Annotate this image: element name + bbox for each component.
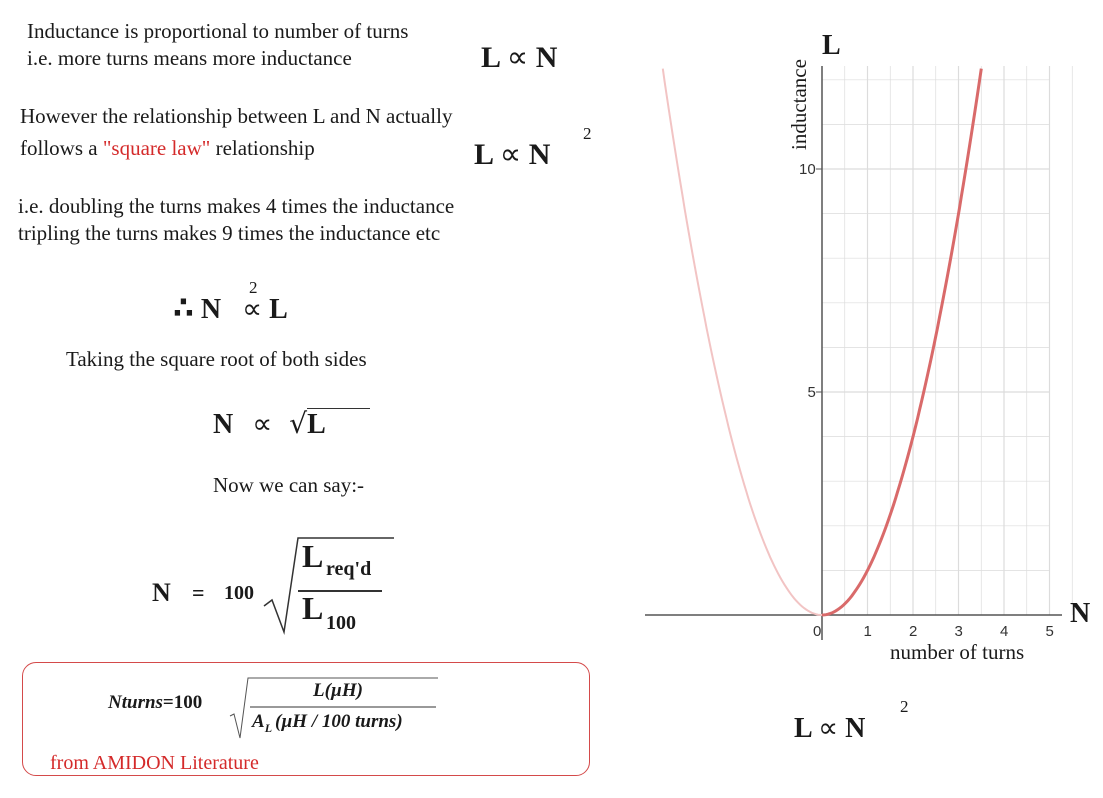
example-line-1: i.e. doubling the turns makes 4 times the inductance <box>18 194 455 218</box>
therefore-n: N <box>200 294 222 325</box>
proportional-icon: ∝ <box>818 711 839 744</box>
formula-num-sub: req'd <box>326 558 372 580</box>
formula-coef: 100 <box>224 582 254 604</box>
caption-exponent: 2 <box>900 697 909 716</box>
proportional-icon: ∝ <box>499 137 522 172</box>
square-law-line-1: However the relationship between L and N actually <box>20 104 453 128</box>
formula-n: N <box>152 578 171 607</box>
y-tick-label: 10 <box>799 161 816 178</box>
therefore-relation <box>173 291 288 326</box>
relation-l: L <box>474 138 493 171</box>
relation-l: L <box>481 41 500 74</box>
x-axis-symbol: N <box>1070 598 1091 629</box>
amidon-lhs <box>108 692 202 714</box>
proportional-icon: ∝ <box>506 40 529 75</box>
caption-n: N <box>845 713 866 744</box>
x-tick-label: 1 <box>863 623 872 640</box>
formula-den-l: L <box>302 590 324 626</box>
amidon-source: from AMIDON Literature <box>50 752 259 774</box>
sqrt-relation-l: L <box>307 408 370 440</box>
sqrt-relation <box>213 407 370 441</box>
amidon-den-sub: L <box>264 720 273 735</box>
formula-num-l: L <box>302 538 324 574</box>
inductance-chart <box>600 0 1103 798</box>
example-line-2: tripling the turns makes 9 times the inductance etc <box>18 221 441 245</box>
amidon-eq: = <box>162 692 174 713</box>
relation-l-prop-n-squared <box>474 137 550 172</box>
x-tick-label: 5 <box>1045 623 1054 640</box>
intro-line-2: i.e. more turns means more inductance <box>27 46 352 70</box>
intro-line-1: Inductance is proportional to number of turns <box>27 19 409 43</box>
x-tick-label: 0 <box>813 623 822 640</box>
proportional-icon: ∝ <box>242 292 263 325</box>
amidon-den-a: A <box>252 711 265 732</box>
chart-grid <box>822 66 1072 615</box>
x-axis-label: number of turns <box>890 640 1025 664</box>
amidon-numerator: L(µH) <box>313 680 363 701</box>
x-tick-label: 3 <box>954 623 963 640</box>
therefore-icon: ∴ <box>173 291 194 326</box>
amidon-denominator <box>252 711 403 736</box>
sqrt-relation-n: N <box>213 409 234 440</box>
radical-icon: √ <box>289 407 308 440</box>
now-say-text: Now we can say:- <box>213 473 365 497</box>
relation-n: N <box>528 138 551 171</box>
amidon-den-rest: (µH / 100 turns) <box>275 711 403 732</box>
square-law-prefix: follows a <box>20 136 98 160</box>
amidon-nturns: Nturns <box>108 692 163 713</box>
proportional-icon: ∝ <box>252 407 273 440</box>
therefore-l: L <box>269 294 288 325</box>
x-tick-label: 2 <box>909 623 918 640</box>
relation-n: N <box>535 41 558 74</box>
sqrt-step-text: Taking the square root of both sides <box>66 347 367 371</box>
x-tick-label: 4 <box>1000 623 1009 640</box>
square-law-highlight: "square law" <box>102 136 211 160</box>
y-axis-label: inductance <box>787 59 811 150</box>
y-axis-symbol: L <box>822 30 841 61</box>
relation-l-prop-n <box>481 40 557 75</box>
chart-caption <box>794 711 865 745</box>
y-tick-label: 5 <box>807 384 816 401</box>
therefore-exponent: 2 <box>249 278 258 297</box>
chart-axes <box>645 66 1062 640</box>
formula-eq: = <box>192 580 205 605</box>
curve-l-vs-n-squared <box>822 69 981 615</box>
square-law-line-2 <box>20 135 315 161</box>
relation-exponent: 2 <box>583 124 592 143</box>
caption-l: L <box>794 713 812 744</box>
square-law-suffix: relationship <box>215 136 315 160</box>
formula-den-sub: 100 <box>326 612 356 634</box>
amidon-coef: 100 <box>173 692 203 713</box>
chart-ticks <box>799 161 1054 640</box>
